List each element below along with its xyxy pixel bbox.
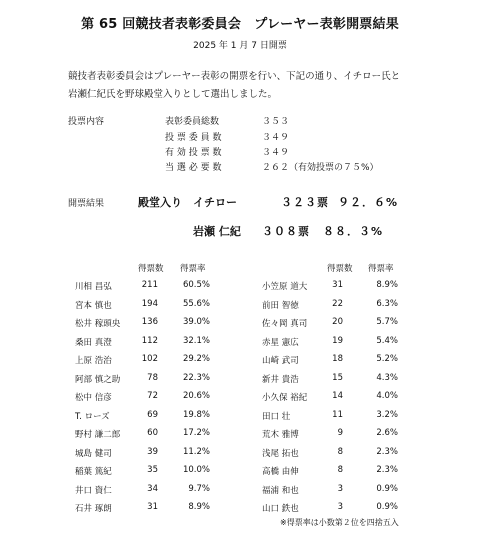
candidate-rate: 6.3% [376, 298, 398, 309]
candidate-votes: 22 [332, 298, 343, 309]
candidate-name: 荒木 雅博 [262, 430, 299, 440]
candidate-votes: 69 [147, 409, 158, 420]
results-section-label: 開票結果 [68, 199, 105, 209]
candidate-name: 井口 資仁 [75, 485, 112, 496]
col-header-votes: 得票数 [138, 264, 164, 274]
page-title: 第 65 回競技者表彰委員会 プレーヤー表彰開票結果 [81, 17, 399, 32]
candidate-votes: 78 [147, 372, 158, 383]
candidate-votes: 31 [147, 502, 158, 512]
candidate-votes: 136 [141, 317, 158, 327]
candidate-votes: 211 [141, 280, 158, 290]
candidate-name: 高橋 由伸 [262, 467, 299, 477]
voting-item-label: 表彰委員総数 [165, 117, 220, 127]
candidate-votes: 15 [332, 372, 343, 383]
candidate-name: 小久保 裕紀 [262, 393, 308, 403]
candidate-votes: 31 [332, 280, 343, 290]
candidate-rate: 9.7% [188, 483, 210, 494]
candidate-rate: 11.2% [182, 446, 210, 457]
candidate-rate: 8.9% [376, 280, 398, 290]
candidate-name: 城島 健司 [75, 448, 112, 459]
candidate-votes: 102 [141, 354, 158, 364]
candidate-name: 福浦 和也 [262, 485, 299, 496]
candidate-name: 石井 琢朗 [75, 504, 112, 514]
candidate-votes: 9 [337, 428, 343, 438]
candidate-name: 松中 信彦 [75, 393, 112, 403]
candidate-votes: 3 [337, 502, 343, 512]
candidate-votes: 19 [332, 335, 343, 346]
voting-item-label: 有 効 投 票 数 [165, 148, 222, 158]
col-header-votes: 得票数 [327, 264, 353, 274]
inductee-rate: ８８．３% [323, 225, 384, 238]
candidate-name: 赤星 憲広 [262, 337, 299, 348]
candidate-votes: 11 [332, 409, 343, 420]
voting-section-label: 投票内容 [68, 117, 105, 127]
candidate-votes: 20 [332, 317, 343, 327]
intro-line-2: 岩瀬仁紀氏を野球殿堂入りとして選出しました。 [68, 89, 278, 100]
candidate-votes: 60 [147, 428, 158, 438]
candidate-name: 前田 智徳 [262, 300, 299, 311]
candidate-rate: 55.6% [182, 298, 210, 309]
candidate-rate: 0.9% [376, 502, 398, 512]
candidate-votes: 14 [332, 391, 343, 401]
candidate-rate: 2.3% [376, 465, 398, 475]
candidate-rate: 19.8% [182, 409, 210, 420]
inducted-label: 殿堂入り [138, 196, 182, 209]
candidate-rate: 5.2% [376, 354, 398, 364]
candidate-name: 田口 壮 [262, 411, 291, 422]
inductee-rate: ９２．６% [338, 196, 399, 209]
candidate-name: 佐々岡 真司 [262, 319, 308, 329]
voting-item-label: 当 選 必 要 数 [165, 163, 222, 173]
candidate-name: 野村 謙二郎 [75, 430, 121, 440]
candidate-name: 山崎 武司 [262, 356, 299, 366]
opening-date: 2025 年 1 月 7 日開票 [193, 41, 287, 51]
candidate-votes: 35 [147, 465, 158, 475]
candidate-rate: 2.3% [376, 446, 398, 457]
candidate-votes: 34 [147, 483, 158, 494]
candidate-rate: 4.3% [376, 372, 398, 383]
candidate-rate: 22.3% [182, 372, 210, 383]
candidate-votes: 112 [141, 335, 158, 346]
candidate-name: 小笠原 道大 [262, 282, 308, 292]
candidate-votes: 194 [141, 298, 158, 309]
intro-paragraph [68, 68, 400, 104]
candidate-name: 桑田 真澄 [75, 337, 112, 348]
candidate-rate: 8.9% [188, 502, 210, 512]
candidate-votes: 72 [147, 391, 158, 401]
candidate-name: 松井 稼頭央 [75, 319, 121, 329]
candidate-votes: 3 [337, 483, 343, 494]
voting-item-value: ３５３ [262, 117, 290, 127]
voting-item-value: ３４９ [262, 133, 290, 143]
candidate-rate: 39.0% [182, 317, 210, 327]
footnote: ※得票率は小数第２位を四捨五入 [280, 518, 399, 527]
candidate-name: 稲葉 篤紀 [75, 467, 112, 477]
inductee-name: イチロー [193, 196, 237, 209]
candidate-rate: 3.2% [376, 409, 398, 420]
candidate-rate: 32.1% [182, 335, 210, 346]
voting-item-label: 投 票 委 員 数 [165, 133, 222, 143]
candidate-rate: 5.7% [376, 317, 398, 327]
col-header-rate: 得票率 [180, 264, 206, 274]
inductee-votes: ３２３票 [281, 196, 329, 209]
candidate-name: 上原 浩治 [75, 356, 112, 366]
col-header-rate: 得票率 [368, 264, 394, 274]
candidate-rate: 2.6% [376, 428, 398, 438]
inductee-name: 岩瀬 仁紀 [193, 225, 241, 238]
candidate-rate: 0.9% [376, 483, 398, 494]
candidate-rate: 29.2% [182, 354, 210, 364]
candidate-name: 山口 鉄也 [262, 504, 299, 514]
candidate-name: 新井 貴浩 [262, 374, 299, 385]
voting-item-value: ２６２（有効投票の７５%） [262, 163, 379, 173]
candidate-votes: 39 [147, 446, 158, 457]
candidate-rate: 10.0% [182, 465, 210, 475]
candidate-votes: 8 [337, 446, 343, 457]
candidate-name: 川相 昌弘 [75, 282, 112, 292]
inductee-votes: ３０８票 [262, 225, 310, 238]
candidate-rate: 5.4% [376, 335, 398, 346]
candidate-name: 宮本 慎也 [75, 300, 112, 311]
candidate-rate: 20.6% [182, 391, 210, 401]
candidate-rate: 17.2% [182, 428, 210, 438]
candidate-name: T. ローズ [75, 411, 110, 422]
voting-item-value: ３４９ [262, 148, 290, 158]
candidate-rate: 4.0% [376, 391, 398, 401]
candidate-name: 阿部 慎之助 [75, 374, 121, 385]
candidate-votes: 8 [337, 465, 343, 475]
candidate-rate: 60.5% [182, 280, 210, 290]
intro-line-1: 競技者表彰委員会はプレーヤー表彰の開票を行い、下記の通り、イチロー氏と [68, 71, 401, 82]
candidate-votes: 18 [332, 354, 343, 364]
candidate-name: 浅尾 拓也 [262, 448, 299, 459]
